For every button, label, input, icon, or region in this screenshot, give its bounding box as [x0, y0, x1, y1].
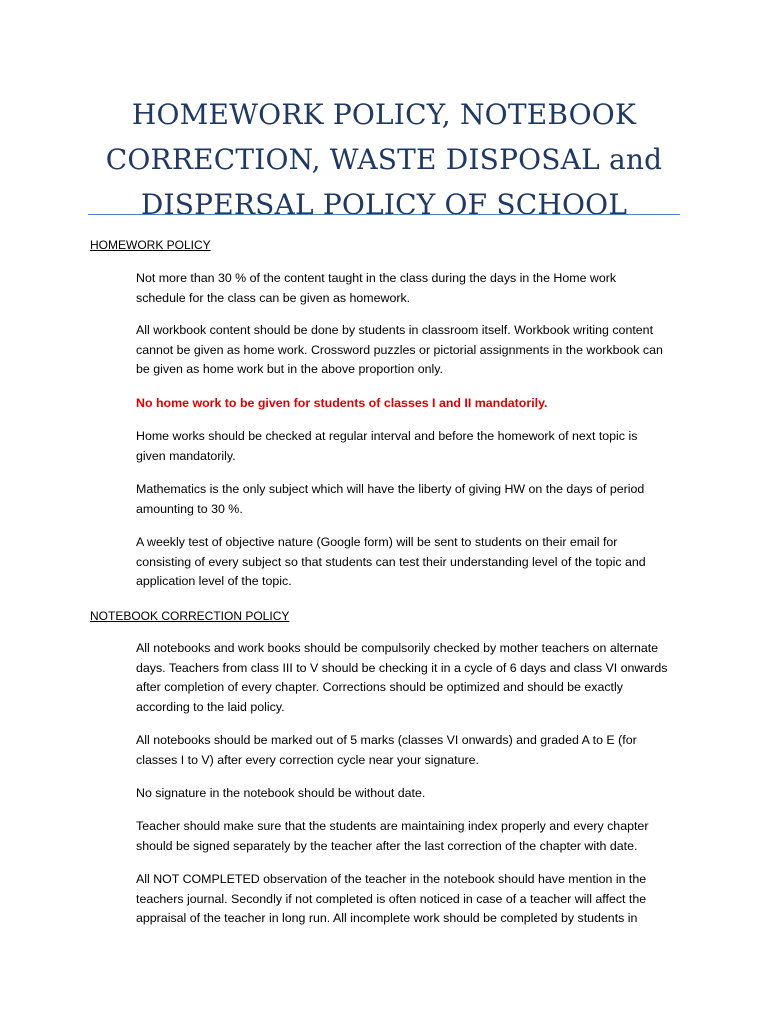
text-line: according to the laid policy.	[136, 699, 285, 714]
paragraph	[136, 731, 676, 770]
paragraph	[136, 269, 676, 308]
paragraph	[136, 639, 676, 717]
title-line: HOMEWORK POLICY, NOTEBOOK	[131, 98, 637, 131]
paragraph	[136, 817, 676, 856]
homework-policy-heading: HOMEWORK POLICY	[90, 238, 211, 252]
text-line: All workbook content should be done by students in classroom itself. Workbook writing content	[136, 323, 654, 337]
text-line: classes I to V) after every correction cycle near your signature.	[136, 752, 479, 767]
text-line: Not more than 30 % of the content taught in the class during the days in the Home work	[136, 271, 617, 285]
text-line: consisting of every subject so that students can test their understanding level of the topic and	[136, 554, 646, 569]
text-line: No signature in the notebook should be without date.	[136, 786, 426, 800]
paragraph	[136, 784, 676, 804]
text-line: A weekly test of objective nature (Google form) will be sent to students on their email for	[136, 535, 618, 549]
text-line: days. Teachers from class III to V should be checking it in a cycle of 6 days and class VI onwards	[136, 660, 668, 675]
mandatory-notice	[136, 394, 676, 414]
document-title	[88, 92, 680, 227]
text-line: All notebooks and work books should be compulsorily checked by mother teachers on alternate	[136, 641, 659, 655]
text-line: schedule for the class can be given as homework.	[136, 290, 411, 305]
paragraph	[136, 533, 676, 592]
text-line: appraisal of the teacher in long run. All incomplete work should be completed by students in	[136, 911, 638, 925]
title-line: DISPERSAL POLICY OF SCHOOL	[140, 188, 628, 221]
paragraph	[136, 321, 676, 380]
text-line: after completion of every chapter. Corrections should be optimized and should be exactly	[136, 680, 623, 694]
text-line: given mandatorily.	[136, 448, 236, 463]
notebook-correction-policy-heading: NOTEBOOK CORRECTION POLICY	[90, 609, 290, 623]
text-line: Mathematics is the only subject which will have the liberty of giving HW on the days of period	[136, 482, 645, 496]
text-line: No home work to be given for students of classes I and II mandatorily.	[136, 396, 548, 410]
text-line: should be signed separately by the teacher after the last correction of the chapter with date.	[136, 838, 638, 853]
title-divider	[88, 214, 680, 215]
text-line: be given as home work but in the above proportion only.	[136, 362, 443, 376]
text-line: application level of the topic.	[136, 574, 292, 588]
paragraph	[136, 427, 676, 466]
text-line: Home works should be checked at regular interval and before the homework of next topic is	[136, 429, 638, 443]
text-line: All notebooks should be marked out of 5 marks (classes VI onwards) and graded A to E (for	[136, 733, 637, 747]
paragraph	[136, 870, 676, 929]
paragraph	[136, 480, 676, 519]
text-line: All NOT COMPLETED observation of the teacher in the notebook should have mention in the	[136, 872, 647, 886]
title-line: CORRECTION, WASTE DISPOSAL and	[105, 143, 663, 176]
text-line: teachers journal. Secondly if not completed is often noticed in case of a teacher will affect the	[136, 891, 647, 906]
text-line: amounting to 30 %.	[136, 501, 243, 516]
text-line: Teacher should make sure that the students are maintaining index properly and every chapter	[136, 819, 649, 833]
text-line: cannot be given as home work. Crossword puzzles or pictorial assignments in the workbook can	[136, 342, 663, 357]
